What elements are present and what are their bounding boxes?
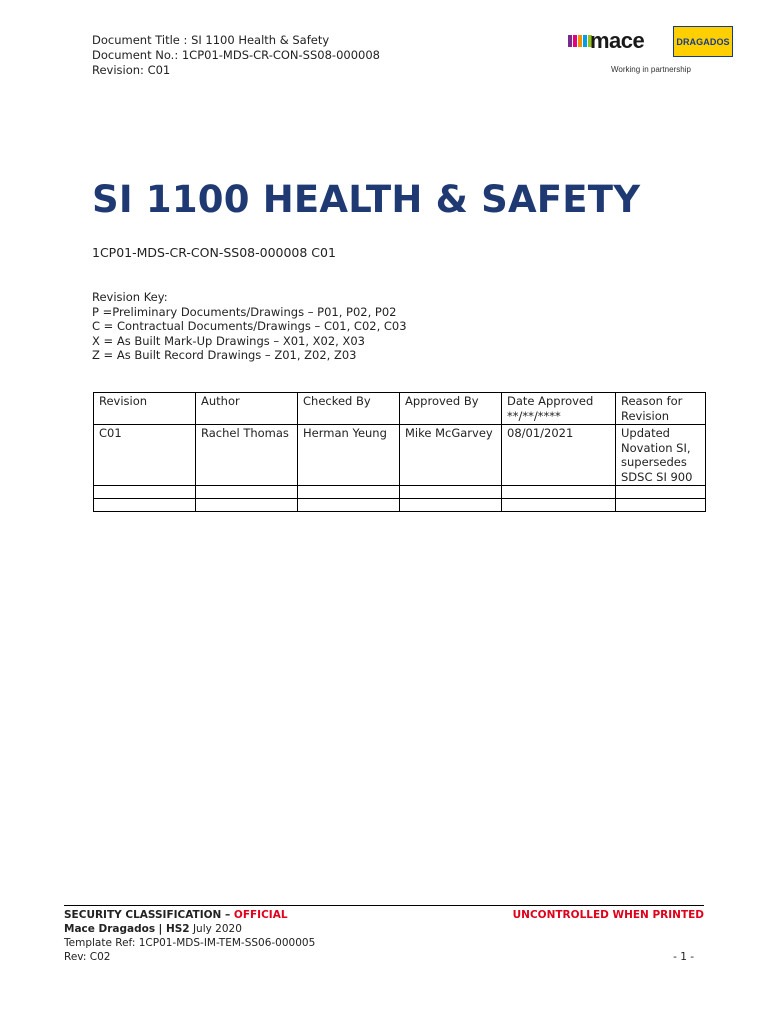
revision-key-heading: Revision Key:	[92, 290, 168, 304]
page-footer	[64, 905, 704, 964]
header-cell-approved-by: Approved By	[400, 393, 502, 425]
company-name: Mace Dragados	[64, 923, 156, 935]
mace-bar	[578, 35, 582, 47]
revision-key-line: Z = As Built Record Drawings – Z01, Z02, Z03	[92, 348, 357, 363]
table-cell: Mike McGarvey	[400, 425, 502, 486]
page-title: SI 1100 HEALTH & SAFETY	[92, 178, 641, 221]
uncontrolled-notice: UNCONTROLLED WHEN PRINTED	[512, 909, 704, 921]
table-cell	[400, 499, 502, 512]
project-name: | HS2	[158, 923, 190, 935]
table-row-empty	[94, 486, 706, 499]
footer-rev-line	[64, 950, 704, 964]
document-number-line: Document No.: 1CP01-MDS-CR-CON-SS08-000008	[92, 48, 380, 62]
revision-key	[92, 290, 407, 363]
mace-bar	[583, 35, 587, 47]
table-cell: Updated Novation SI, supersedes SDSC SI 900	[616, 425, 706, 486]
table-cell	[94, 486, 196, 499]
footer-date: July 2020	[192, 923, 242, 935]
table-cell: Rachel Thomas	[196, 425, 298, 486]
table-cell	[616, 499, 706, 512]
table-header-row	[94, 393, 706, 425]
table-row-empty	[94, 499, 706, 512]
table-cell: 08/01/2021	[502, 425, 616, 486]
mace-bar	[568, 35, 572, 47]
table-row	[94, 425, 706, 486]
header-cell-date-approved: Date Approved **/**/****	[502, 393, 616, 425]
document-header-meta	[92, 33, 380, 78]
footer-company-line	[64, 922, 704, 936]
table-cell	[502, 499, 616, 512]
table-cell	[400, 486, 502, 499]
footer-revision: Rev: C02	[64, 951, 111, 963]
template-reference: Template Ref: 1CP01-MDS-IM-TEM-SS06-000005	[64, 937, 316, 949]
table-cell	[94, 499, 196, 512]
table-cell	[502, 486, 616, 499]
footer-security-line	[64, 908, 704, 922]
document-title-line: Document Title : SI 1100 Health & Safety	[92, 33, 330, 47]
table-cell	[196, 486, 298, 499]
mace-logo-text: mace	[590, 28, 645, 53]
table-cell	[298, 486, 400, 499]
security-classification-label: SECURITY CLASSIFICATION –	[64, 909, 231, 921]
header-cell-checked-by: Checked By	[298, 393, 400, 425]
mace-bar	[573, 35, 577, 47]
header-cell-revision: Revision	[94, 393, 196, 425]
revision-line: Revision: C01	[92, 63, 171, 77]
dragados-logo: DRAGADOS	[673, 26, 733, 57]
revision-key-line: P =Preliminary Documents/Drawings – P01, P02, P02	[92, 304, 397, 319]
table-cell	[616, 486, 706, 499]
header-cell-author: Author	[196, 393, 298, 425]
table-cell	[196, 499, 298, 512]
revision-table	[93, 392, 706, 512]
revision-key-line: X = As Built Mark-Up Drawings – X01, X02, X03	[92, 333, 365, 348]
table-cell: Herman Yeung	[298, 425, 400, 486]
security-classification-value: OFFICIAL	[233, 909, 288, 921]
header-cell-reason: Reason for Revision	[616, 393, 706, 425]
partnership-tagline: Working in partnership	[611, 65, 691, 74]
document-reference: 1CP01-MDS-CR-CON-SS08-000008 C01	[92, 245, 336, 260]
logos	[566, 26, 736, 78]
table-cell	[298, 499, 400, 512]
page-number: - 1 -	[673, 951, 694, 963]
mace-logo-icon	[568, 35, 592, 47]
table-cell: C01	[94, 425, 196, 486]
revision-key-line: C = Contractual Documents/Drawings – C01, C02, C03	[92, 319, 407, 334]
